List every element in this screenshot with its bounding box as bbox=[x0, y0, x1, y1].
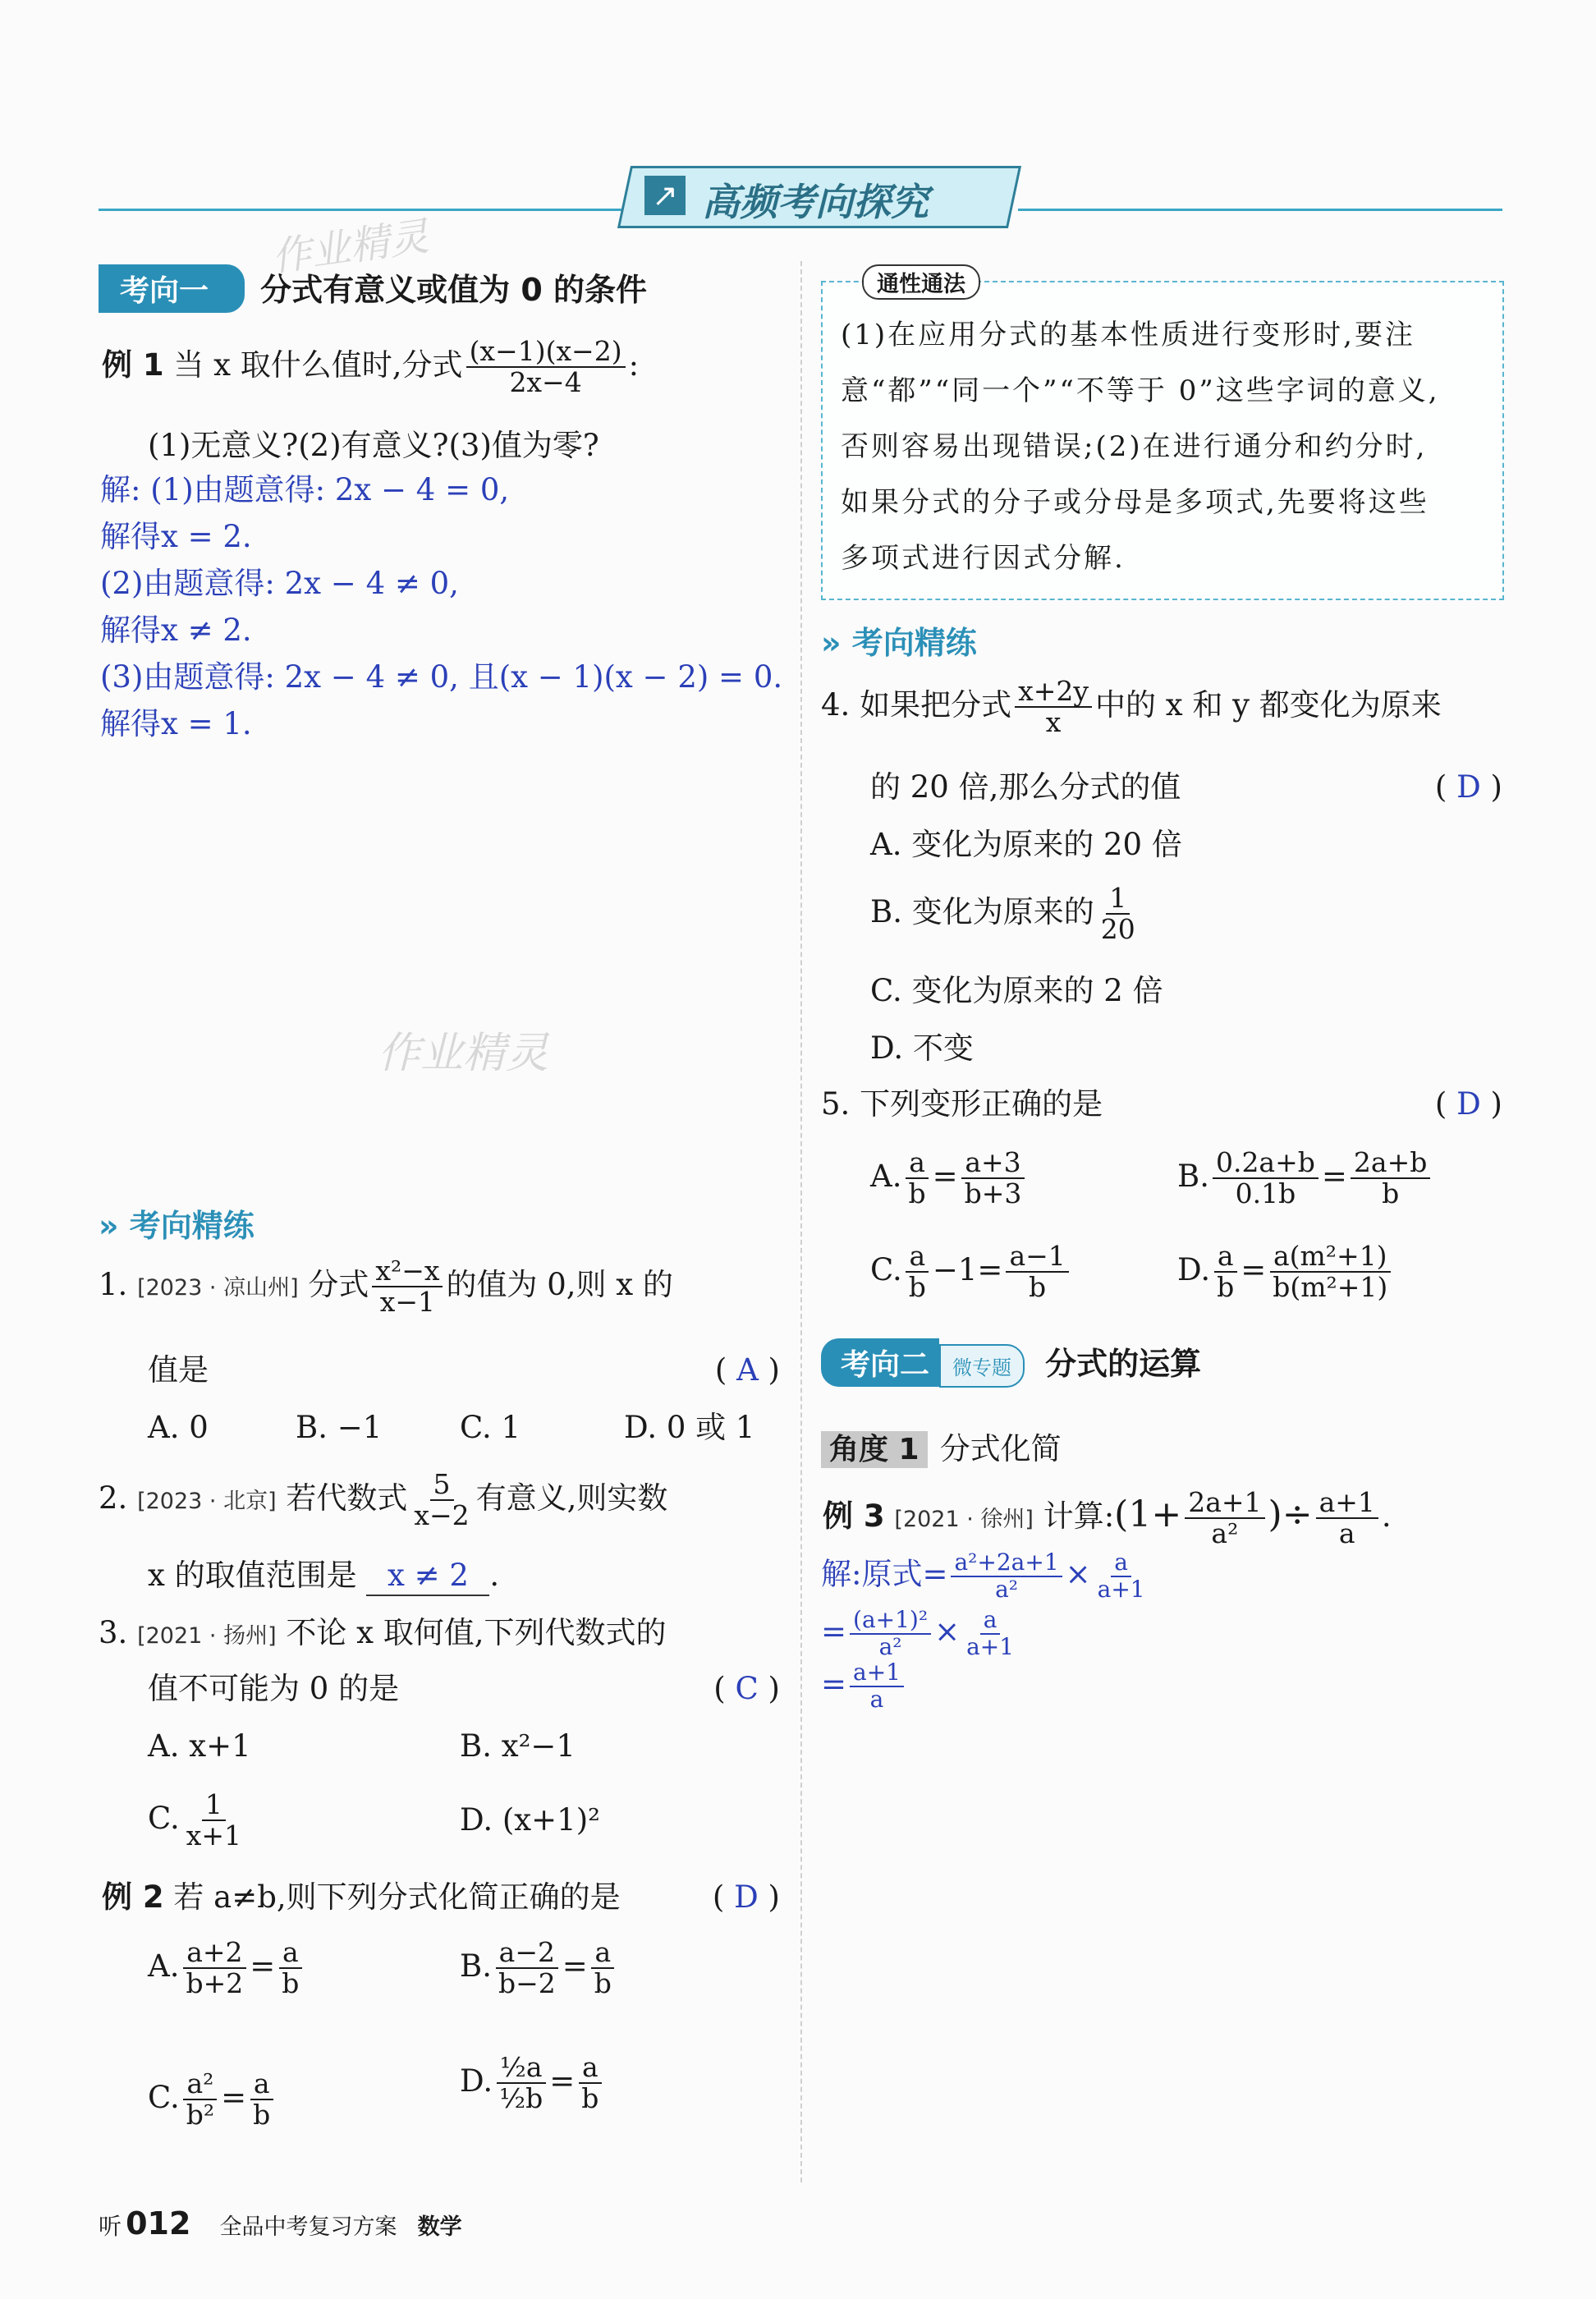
book-title: 全品中考复习方案 bbox=[219, 2214, 397, 2240]
practice-title-right: » 考向精练 bbox=[821, 625, 977, 661]
tip-title: 通性通法 bbox=[862, 264, 980, 300]
footer bbox=[99, 2205, 462, 2242]
q1: 1. [2023 · 凉山州] 分式 $\frac{\text{x²−x}}{x-1}$ 的值为 0,则 x 的 bbox=[99, 1255, 673, 1319]
angle-title: 分式化简 bbox=[939, 1431, 1062, 1466]
example2-optionC: C. $\frac{\text{a²}}{\text{b²}}$ = $\frac{a}{b}$ bbox=[148, 2069, 277, 2131]
q5-optionA: A. $\frac{a}{b}$ = $\frac{a+3}{b+3}$ bbox=[870, 1148, 1028, 1209]
example3: 例 3 [2021 · 徐州] 计算:(1+ $\frac{2a+1}{\text{a²}}$ )÷ $\frac{a+1}{a}$ . bbox=[823, 1486, 1392, 1550]
section2-subtag: 微专题 bbox=[939, 1344, 1025, 1388]
example3-solution-line1: 解:原式= $\frac{\text{a²+2a+1}}{\text{a²}}$ × $\frac{a}{a+1}$ bbox=[821, 1549, 1145, 1603]
example1-label: 例 1 bbox=[102, 346, 164, 383]
q5-optionB: B. $\frac{0.2a+b}{0.1b}$ = $\frac{2a+b}{b}$ bbox=[1177, 1148, 1433, 1209]
q3-optionB: B. x²−1 bbox=[460, 1728, 576, 1764]
example1-text: 当 x 取什么值时,分式 bbox=[173, 346, 463, 383]
header-line-left bbox=[99, 209, 624, 211]
example2-optionB: B. $\frac{a-2}{b-2}$ = $\frac{a}{b}$ bbox=[460, 1938, 618, 1999]
double-chevron-icon: » bbox=[99, 1208, 119, 1244]
watermark: 作业精灵 bbox=[268, 213, 432, 282]
section1-title: 分式有意义或值为 0 的条件 bbox=[260, 272, 648, 308]
section2-title: 分式的运算 bbox=[1045, 1346, 1202, 1382]
header-title: 高频考向探究 bbox=[702, 180, 929, 224]
section1-heading bbox=[99, 264, 647, 314]
q3-answer: C bbox=[735, 1671, 759, 1706]
arrow-icon: ↗ bbox=[644, 176, 686, 215]
q2-line2: x 的取值范围是 x ≠ 2 . bbox=[148, 1557, 499, 1596]
q2: 2. [2023 · 北京] 若代数式 $\frac{5}{x-2}$ 有意义,则实数 bbox=[99, 1468, 668, 1532]
example2: 例 2 若 a≠b,则下列分式化简正确的是 ( D ) bbox=[102, 1879, 780, 1915]
angle-heading bbox=[821, 1424, 1062, 1468]
example2-optionD: D. $\frac{\text{½a}}{\text{½b}}$ = $\frac{a}{b}$ bbox=[460, 2053, 605, 2114]
example3-solution-line2: = $\frac{\text{(a+1)²}}{\text{a²}}$ × $\frac{a}{a+1}$ bbox=[821, 1606, 1015, 1660]
tip-text: (1)在应用分式的基本性质进行变形时,要注 意“都”“同一个”“不等于 0”这些字词的意义, 否则容易出现错误;(2)在进行通分和约分时, 如果分式的分子或分母是多项式,先要将这些 多项式进行因式分解. bbox=[841, 319, 1440, 575]
example2-answer: D bbox=[734, 1879, 759, 1915]
angle-tag: 角度 1 bbox=[821, 1431, 928, 1468]
footer-prefix: 听 bbox=[99, 2213, 122, 2240]
q5-optionD: D. $\frac{a}{b}$ = $\frac{\text{a(m²+1)}}{\text{b(m²+1)}}$ bbox=[1177, 1241, 1394, 1303]
column-divider bbox=[800, 261, 802, 2182]
q1-answer: A bbox=[736, 1352, 759, 1388]
q5-answer: D bbox=[1456, 1086, 1481, 1122]
example2-optionA: A. $\frac{a+2}{b+2}$ = $\frac{a}{b}$ bbox=[148, 1938, 305, 1999]
subject: 数学 bbox=[417, 2214, 462, 2240]
q2-answer: x ≠ 2 bbox=[366, 1557, 489, 1596]
example1-fraction: $\frac{(x-1)(x-2)}{2x-4}$ bbox=[466, 337, 626, 398]
q4-optionD: D. 不变 bbox=[870, 1030, 974, 1066]
example3-solution-line3: = $\frac{a+1}{a}$ bbox=[821, 1660, 907, 1713]
q3-optionD: D. (x+1)² bbox=[460, 1802, 600, 1838]
example1-question: 例 1 当 x 取什么值时,分式 $\frac{(x-1)(x-2)}{2x-4}$ : bbox=[102, 335, 640, 399]
q4: 4. 如果把分式 $\frac{x+2y}{x}$ 中的 x 和 y 都变化为原来 bbox=[821, 675, 1442, 739]
example1-subquestions: (1)无意义?(2)有意义?(3)值为零? bbox=[148, 428, 599, 463]
section2-tag: 考向二 bbox=[821, 1338, 939, 1387]
q3-optionA: A. x+1 bbox=[148, 1728, 251, 1764]
tip-box bbox=[821, 272, 1504, 600]
watermark: 作业精灵 bbox=[378, 1029, 549, 1078]
practice-title-left: » 考向精练 bbox=[99, 1208, 255, 1244]
q4-line2: 的 20 倍,那么分式的值 ( D ) bbox=[870, 769, 1502, 805]
q1-line2: 值是 ( A ) bbox=[148, 1352, 780, 1388]
q4-optionA: A. 变化为原来的 20 倍 bbox=[870, 827, 1182, 862]
section2-heading bbox=[821, 1338, 1201, 1388]
q4-optionC: C. 变化为原来的 2 倍 bbox=[870, 973, 1163, 1008]
example1-solution: 解: (1)由题意得: 2x − 4 = 0, 解得x = 2. (2)由题意得: 2x − 4 ≠ 0, 解得x ≠ 2. (3)由题意得: 2x − 4 ≠ 0, 且(x − 1)(x − 2) = 0. 解得x = 1. bbox=[100, 472, 783, 741]
section1-tag: 考向一 bbox=[99, 264, 245, 313]
q4-answer: D bbox=[1456, 769, 1481, 805]
q5-optionC: C. $\frac{a}{b}$ −1= $\frac{a-1}{b}$ bbox=[870, 1241, 1072, 1303]
header-line-right bbox=[1018, 209, 1502, 211]
q4-optionB: B. 变化为原来的 $\frac{1}{20}$ bbox=[870, 882, 1135, 946]
q5: 5. 下列变形正确的是 ( D ) bbox=[821, 1086, 1502, 1122]
q3-optionC: C. $\frac{1}{x+1}$ bbox=[148, 1788, 242, 1852]
q3: 3. [2021 · 扬州] 不论 x 取何值,下列代数式的 bbox=[99, 1615, 667, 1650]
page-number: 012 bbox=[126, 2205, 191, 2242]
q3-line2: 值不可能为 0 的是 ( C ) bbox=[148, 1671, 780, 1706]
double-chevron-icon: » bbox=[821, 625, 842, 661]
